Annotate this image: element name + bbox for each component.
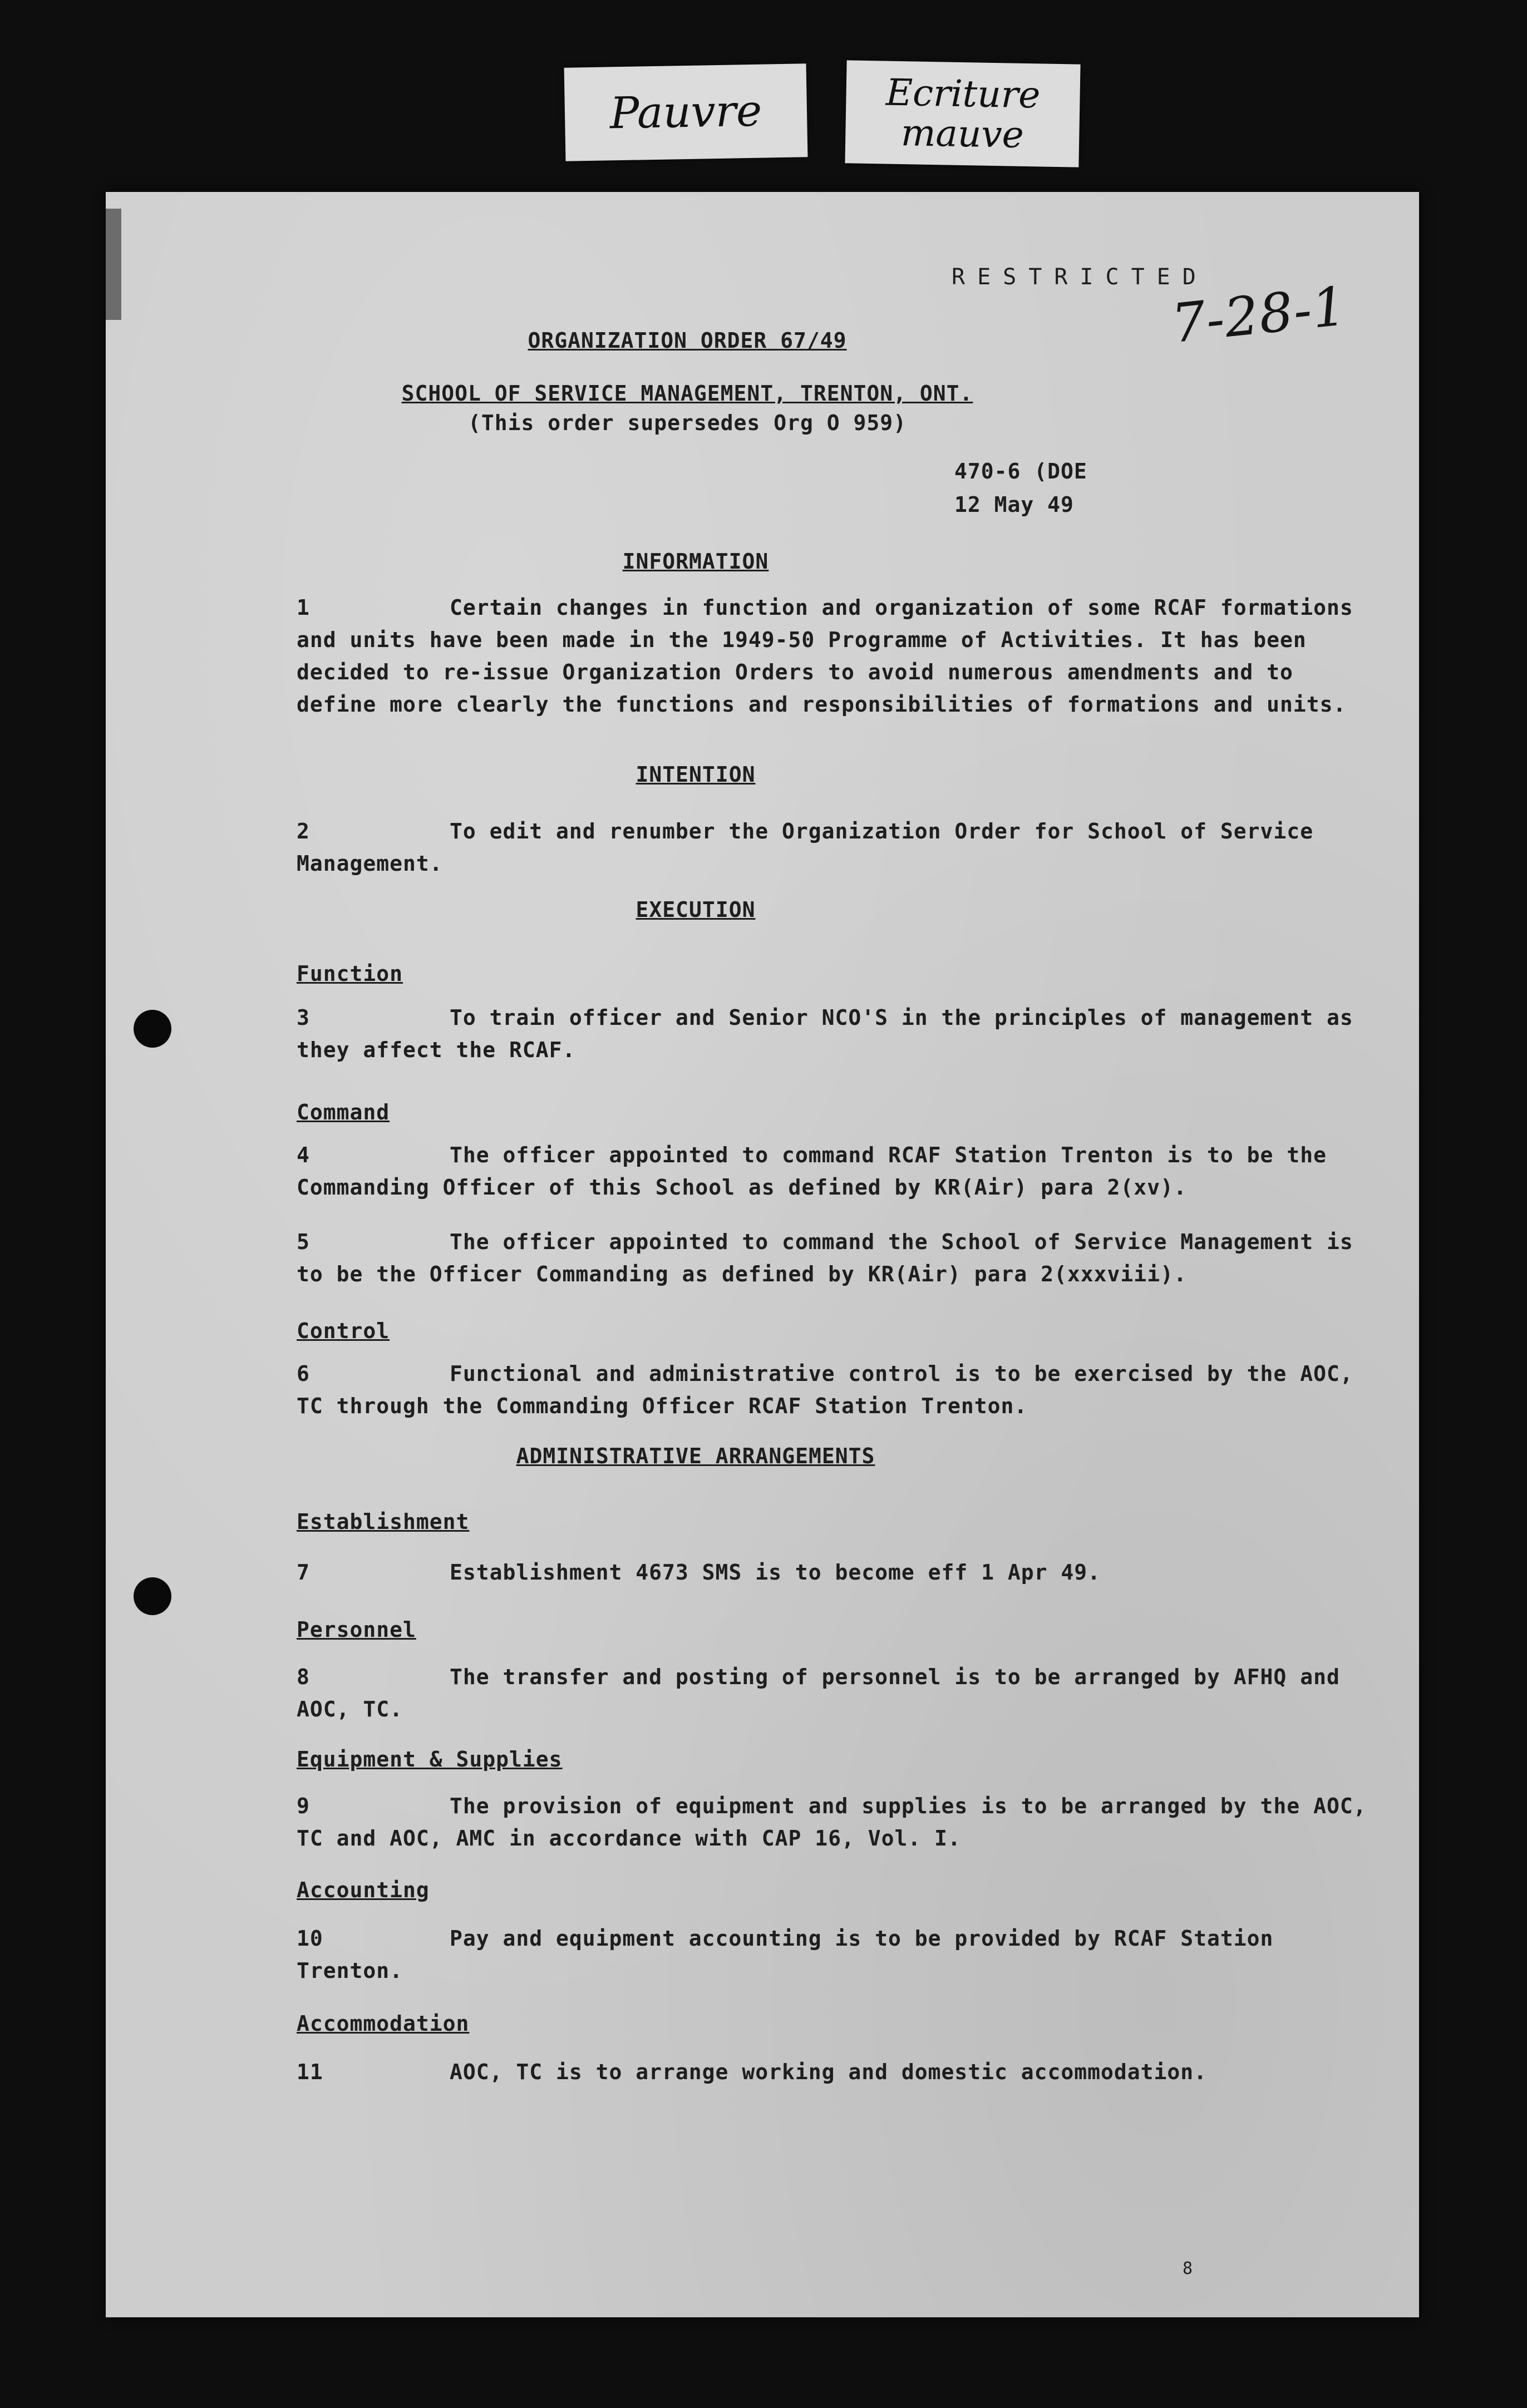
- handwritten-label-ecriture-mauve: [845, 60, 1080, 167]
- paragraph-text: The provision of equipment and supplies is to be arranged by the AOC, TC and AOC, AMC in accordance with CAP 16, Vol. I.: [297, 1794, 1367, 1851]
- paragraph-number: 7: [297, 1560, 310, 1585]
- paragraph-2: [297, 815, 1382, 880]
- order-date: 12 May 49: [954, 492, 1074, 517]
- subheading-command: Command: [297, 1100, 390, 1124]
- document-sheet: [106, 192, 1419, 2317]
- paragraph-text: The transfer and posting of personnel is to be arranged by AFHQ and AOC, TC.: [297, 1665, 1340, 1721]
- paragraph-number: 5: [297, 1230, 310, 1254]
- paragraph-text: To edit and renumber the Organization Order for School of Service Management.: [297, 819, 1314, 876]
- classification-stamp: RESTRICTED: [952, 264, 1208, 290]
- paragraph-3: [297, 1001, 1382, 1066]
- handwritten-file-reference: 7-28-1: [1169, 274, 1350, 356]
- paragraph-1: [297, 591, 1382, 721]
- reference-number: 470-6 (DOE: [954, 459, 1087, 483]
- paragraph-text: Certain changes in function and organization of some RCAF formations and units have been made in the 1949-50 Programme of Activities. It has been decided to re-issue Organization Orders to avoid numerous amendments and to define more clearly the functions and responsibilities of formations and units.: [297, 595, 1353, 717]
- page-mark: 8: [1183, 2259, 1194, 2278]
- paragraph-number: 8: [297, 1665, 310, 1689]
- order-title: ORGANIZATION ORDER 67/49: [528, 328, 847, 353]
- section-heading-execution: EXECUTION: [636, 897, 756, 922]
- subheading-control: Control: [297, 1319, 390, 1343]
- paragraph-text: The officer appointed to command RCAF Station Trenton is to be the Commanding Officer of this School as defined by KR(Air) para 2(xv).: [297, 1143, 1327, 1200]
- paragraph-4: [297, 1139, 1382, 1203]
- paragraph-text: AOC, TC is to arrange working and domestic accommodation.: [450, 2060, 1208, 2084]
- handwritten-label-pauvre: [564, 63, 808, 161]
- paragraph-7: [297, 1556, 1382, 1588]
- paragraph-10: [297, 1922, 1382, 1987]
- subheading-accounting: Accounting: [297, 1878, 430, 1902]
- paragraph-number: 11: [297, 2060, 323, 2084]
- supersedes-note: (This order supersedes Org O 959): [468, 411, 907, 435]
- paragraph-number: 2: [297, 819, 310, 843]
- paragraph-number: 3: [297, 1005, 310, 1030]
- paragraph-number: 1: [297, 595, 310, 620]
- subheading-equipment-supplies: Equipment & Supplies: [297, 1747, 563, 1772]
- paragraph-5: [297, 1226, 1382, 1290]
- paragraph-number: 4: [297, 1143, 310, 1167]
- paragraph-text: The officer appointed to command the School of Service Management is to be the Officer Commanding as defined by KR(Air) para 2(xxxviii).: [297, 1230, 1353, 1286]
- subheading-function: Function: [297, 961, 403, 986]
- section-heading-information: INFORMATION: [622, 549, 769, 574]
- paragraph-text: Establishment 4673 SMS is to become eff 1 Apr 49.: [450, 1560, 1101, 1585]
- section-heading-intention: INTENTION: [636, 762, 756, 787]
- paragraph-text: Pay and equipment accounting is to be provided by RCAF Station Trenton.: [297, 1926, 1274, 1983]
- subheading-establishment: Establishment: [297, 1509, 470, 1534]
- paragraph-8: [297, 1661, 1382, 1725]
- document-body: [106, 192, 1419, 2317]
- paragraph-number: 10: [297, 1926, 323, 1951]
- unit-title: SCHOOL OF SERVICE MANAGEMENT, TRENTON, ONT.: [401, 381, 973, 406]
- section-heading-administrative-arrangements: ADMINISTRATIVE ARRANGEMENTS: [516, 1444, 875, 1468]
- label-ecriture-text: Ecriture: [885, 71, 1041, 116]
- paragraph-number: 9: [297, 1794, 310, 1818]
- paragraph-9: [297, 1790, 1382, 1854]
- paragraph-6: [297, 1358, 1382, 1422]
- label-mauve-text: mauve: [900, 111, 1024, 156]
- paragraph-text: To train officer and Senior NCO'S in the principles of management as they affect the RCAF.: [297, 1005, 1353, 1062]
- subheading-accommodation: Accommodation: [297, 2011, 470, 2036]
- label-pauvre-text: Pauvre: [609, 86, 762, 139]
- paragraph-text: Functional and administrative control is to be exercised by the AOC, TC through the Commanding Officer RCAF Station Trenton.: [297, 1361, 1353, 1418]
- subheading-personnel: Personnel: [297, 1617, 416, 1642]
- paragraph-number: 6: [297, 1361, 310, 1386]
- paragraph-11: [297, 2056, 1382, 2088]
